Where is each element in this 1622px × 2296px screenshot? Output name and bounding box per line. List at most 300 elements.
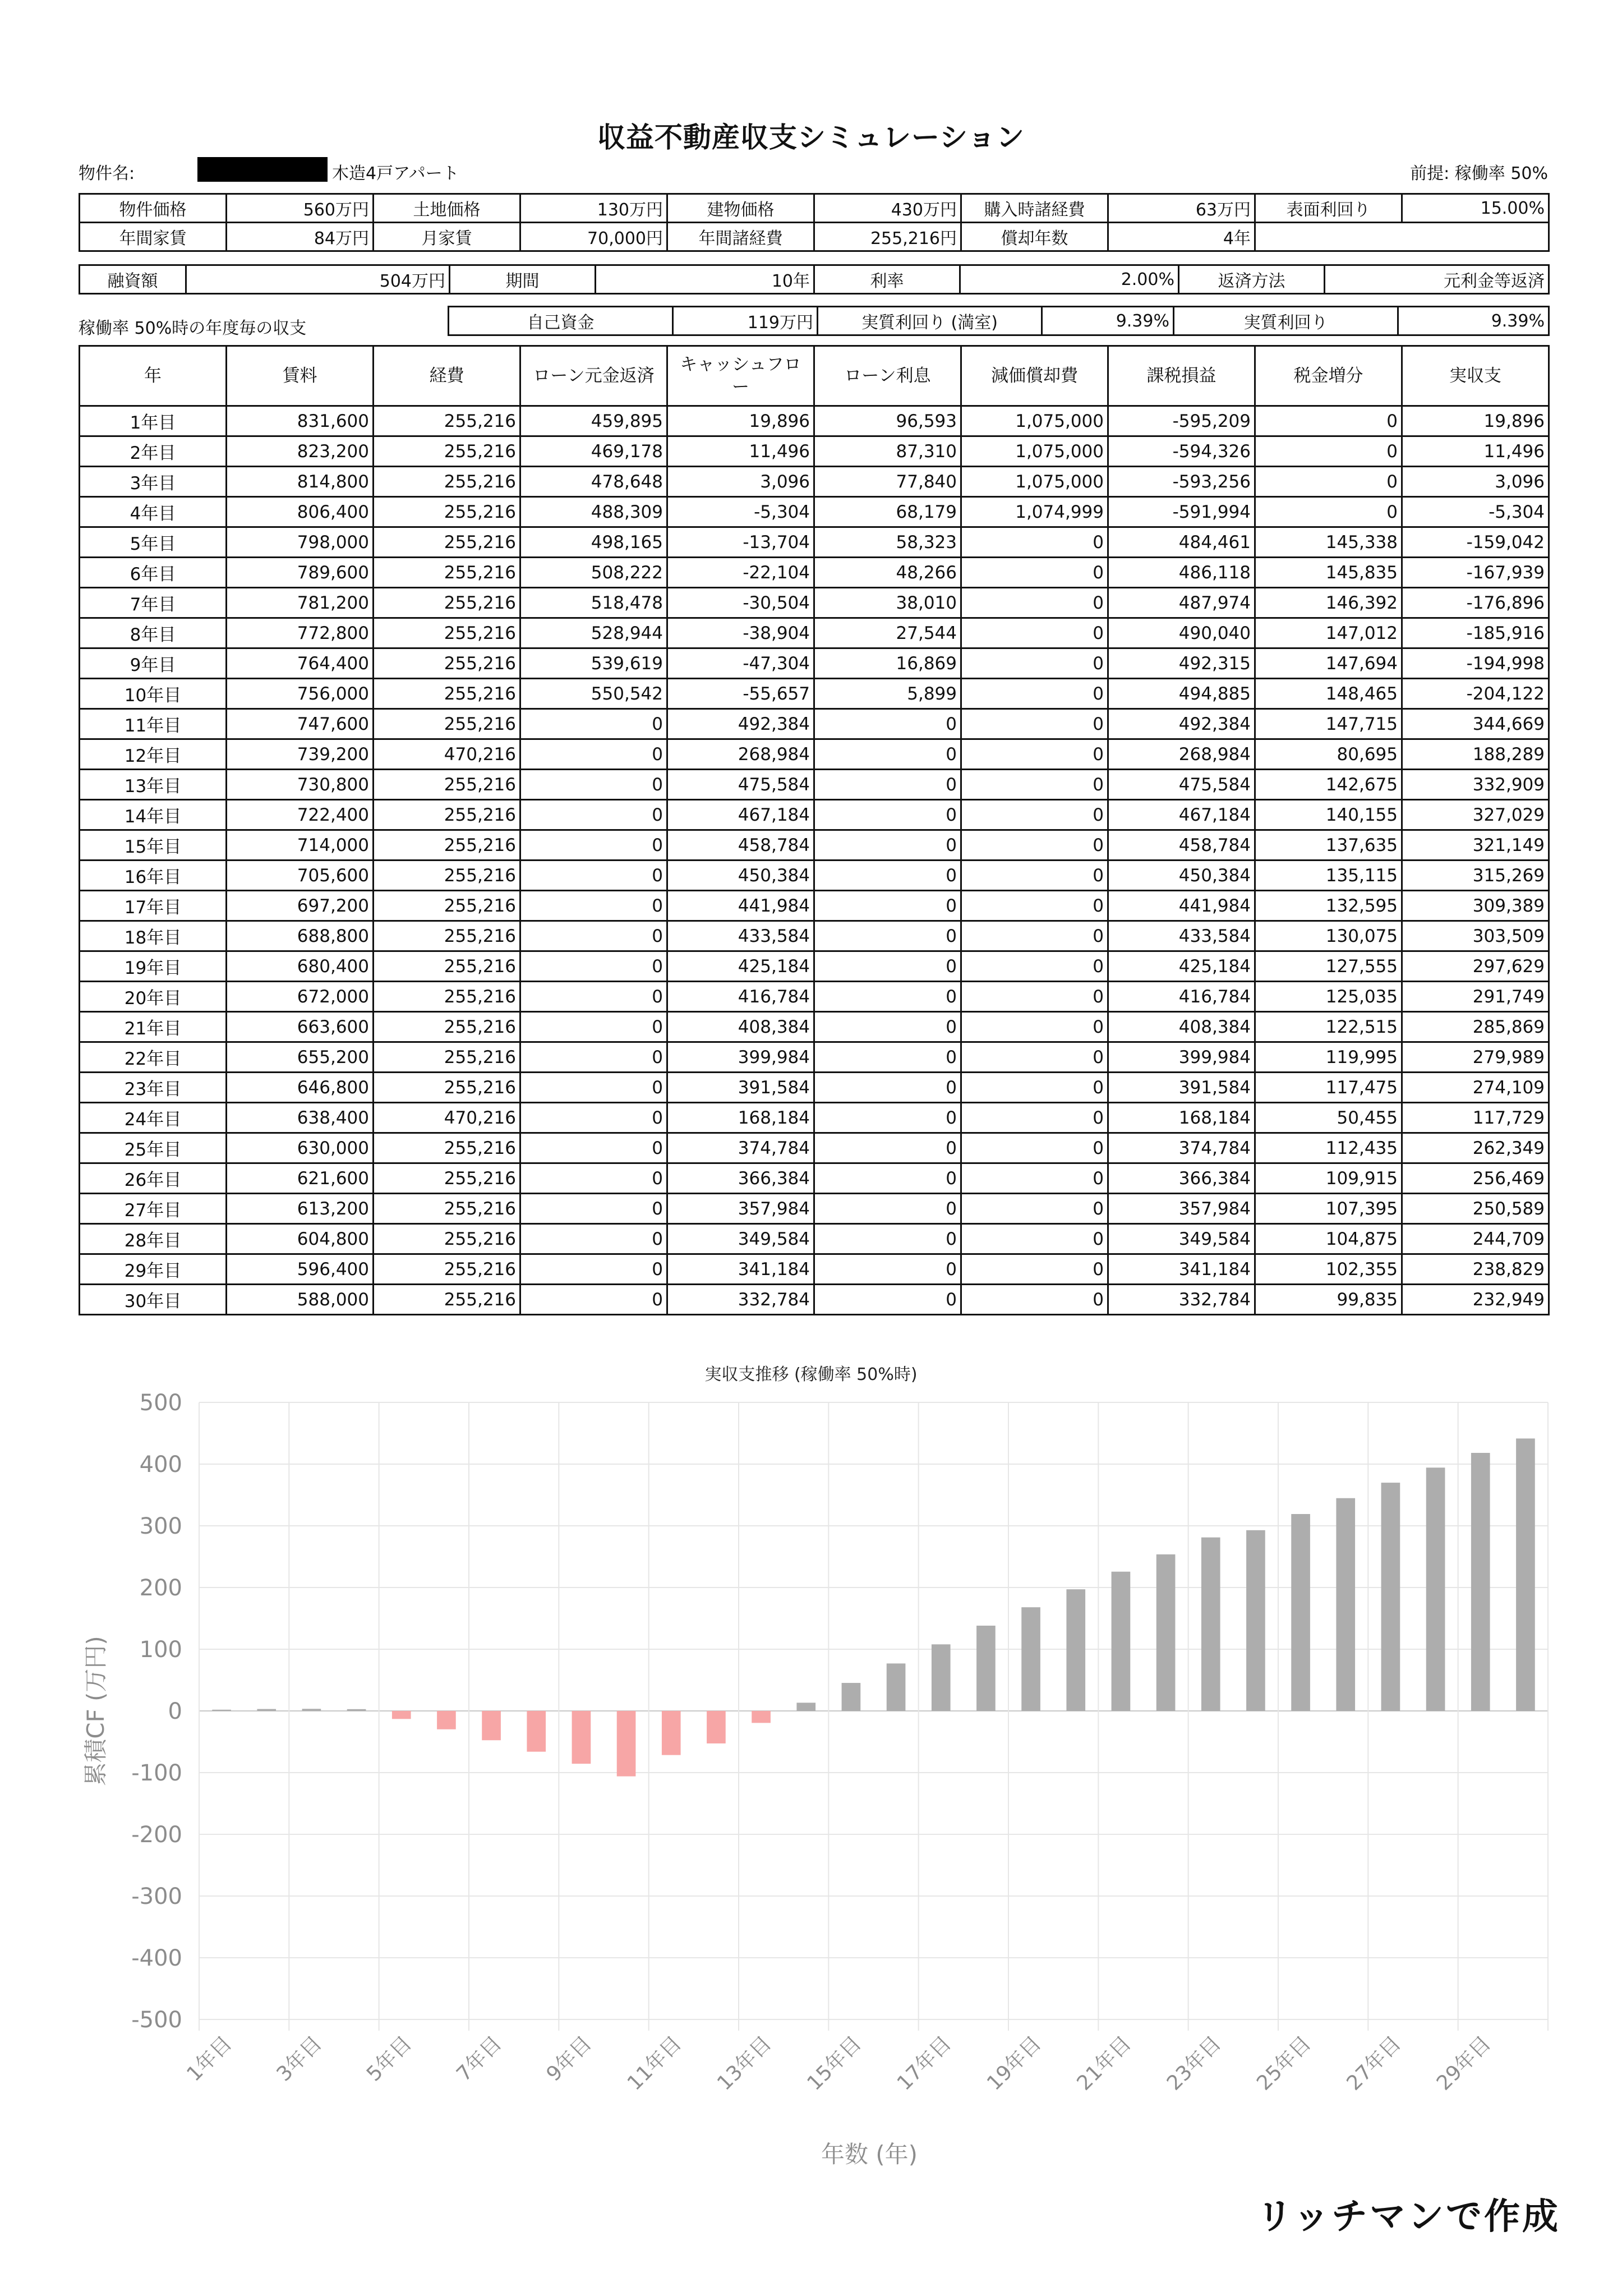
value-cell: 255,216 [374,558,520,588]
value-cell: 297,629 [1402,951,1549,982]
value-cell: 3,096 [667,467,814,497]
value-cell: 730,800 [227,770,374,800]
yearly-cashflow-table [79,345,1550,1315]
value-cell: 332,784 [667,1285,814,1315]
value-cell: 478,648 [520,467,667,497]
y-tick-label: -500 [131,2007,182,2033]
year-cell: 16年目 [80,861,227,891]
value-cell: 638,400 [227,1103,374,1133]
y-tick-label: 300 [139,1513,182,1539]
table-row [80,861,1549,891]
value-cell: 130,075 [1255,921,1402,951]
value-cell: 366,384 [1108,1163,1255,1194]
value-cell: 508,222 [520,558,667,588]
cf-bar [347,1709,366,1711]
value-cell: 87,310 [814,436,961,467]
value-cell: 255,216 [374,679,520,709]
table-row [80,921,1549,951]
value-cell: 366,384 [667,1163,814,1194]
year-cell: 30年目 [80,1285,227,1315]
returns-table [448,306,1550,336]
value-cell: 539,619 [520,648,667,679]
premise-note: 前提: 稼働率 50% [1410,164,1548,183]
value-cell: 487,974 [1108,588,1255,618]
value-cell: 0 [961,1133,1108,1163]
year-cell: 26年目 [80,1163,227,1194]
value-cell: -22,104 [667,558,814,588]
value-cell: 588,000 [227,1285,374,1315]
value-cell: 68,179 [814,497,961,527]
value-cell: 255,216 [374,951,520,982]
returns-value: 119万円 [673,307,818,335]
value-cell: -591,994 [1108,497,1255,527]
value-cell: 458,784 [1108,830,1255,861]
value-cell: 357,984 [667,1194,814,1224]
table-row [80,1073,1549,1103]
loan-value: 10年 [596,265,814,294]
value-cell: 374,784 [1108,1133,1255,1163]
value-cell: -595,209 [1108,406,1255,436]
summary-value: 560万円 [227,194,374,223]
value-cell: 0 [814,739,961,770]
value-cell: 655,200 [227,1042,374,1073]
value-cell: 528,944 [520,618,667,648]
value-cell: 0 [1255,467,1402,497]
value-cell: -159,042 [1402,527,1549,558]
value-cell: 0 [520,891,667,921]
summary-empty-cell [1255,223,1549,251]
value-cell: 0 [520,830,667,861]
table-row [80,1042,1549,1073]
value-cell: 0 [961,921,1108,951]
value-cell: 0 [961,951,1108,982]
value-cell: 255,216 [374,861,520,891]
y-tick-label: -400 [131,1945,182,1971]
value-cell: 255,216 [374,527,520,558]
value-cell: 255,216 [374,891,520,921]
value-cell: 0 [814,800,961,830]
value-cell: 613,200 [227,1194,374,1224]
cf-bar [796,1703,815,1711]
value-cell: -55,657 [667,679,814,709]
value-cell: 550,542 [520,679,667,709]
loan-value: 504万円 [186,265,450,294]
table-row [80,1133,1549,1163]
value-cell: 0 [814,1224,961,1254]
value-cell: 102,355 [1255,1254,1402,1285]
value-cell: 0 [520,709,667,739]
value-cell: 469,178 [520,436,667,467]
value-cell: 268,984 [667,739,814,770]
column-header: 実収支 [1402,346,1549,406]
value-cell: 374,784 [667,1133,814,1163]
year-cell: 4年目 [80,497,227,527]
summary-value: 63万円 [1108,194,1255,223]
cf-bar [1066,1589,1085,1711]
x-axis-title: 年数 (年) [821,2141,918,2168]
value-cell: 399,984 [667,1042,814,1073]
x-tick-label: 29年目 [1432,2032,1496,2095]
cf-bar [1426,1467,1445,1711]
value-cell: 1,075,000 [961,406,1108,436]
value-cell: 16,869 [814,648,961,679]
summary-value: 130万円 [520,194,667,223]
year-cell: 21年目 [80,1012,227,1042]
value-cell: 349,584 [667,1224,814,1254]
value-cell: 11,496 [1402,436,1549,467]
value-cell: 0 [961,1254,1108,1285]
x-tick-label: 17年目 [892,2032,956,2095]
value-cell: 142,675 [1255,770,1402,800]
value-cell: 0 [814,770,961,800]
value-cell: 255,216 [374,1073,520,1103]
value-cell: 0 [961,1073,1108,1103]
cf-bar [752,1711,771,1723]
value-cell: 0 [961,618,1108,648]
value-cell: 789,600 [227,558,374,588]
year-cell: 17年目 [80,891,227,921]
value-cell: 0 [814,1163,961,1194]
cf-bar [976,1626,996,1711]
returns-label: 実質利回り [1174,307,1398,335]
y-tick-label: -100 [131,1760,182,1786]
year-cell: 8年目 [80,618,227,648]
cf-bar [1336,1498,1355,1711]
value-cell: 0 [814,830,961,861]
value-cell: 279,989 [1402,1042,1549,1073]
table-row [80,588,1549,618]
column-header: 経費 [374,346,520,406]
value-cell: -594,326 [1108,436,1255,467]
value-cell: 756,000 [227,679,374,709]
value-cell: 596,400 [227,1254,374,1285]
value-cell: 188,289 [1402,739,1549,770]
table-row [80,1103,1549,1133]
y-tick-label: 500 [139,1390,182,1416]
loan-value: 元利金等返済 [1325,265,1549,294]
value-cell: 5,899 [814,679,961,709]
cf-bar [212,1710,231,1711]
year-cell: 19年目 [80,951,227,982]
y-tick-label: 400 [139,1452,182,1478]
value-cell: 341,184 [667,1254,814,1285]
value-cell: 19,896 [1402,406,1549,436]
value-cell: 391,584 [1108,1073,1255,1103]
returns-label: 自己資金 [449,307,673,335]
value-cell: 441,984 [667,891,814,921]
value-cell: 148,465 [1255,679,1402,709]
value-cell: 475,584 [667,770,814,800]
value-cell: 145,835 [1255,558,1402,588]
value-cell: 0 [520,1073,667,1103]
table-row [80,1163,1549,1194]
table-row [80,891,1549,921]
loan-table [79,264,1550,295]
x-tick-label: 3年目 [272,2032,326,2086]
value-cell: 0 [520,861,667,891]
value-cell: 19,896 [667,406,814,436]
x-tick-label: 19年目 [983,2032,1046,2095]
summary-row [80,194,1549,223]
value-cell: 450,384 [1108,861,1255,891]
y-axis-title: 累積CF (万円) [82,1636,109,1786]
value-cell: 80,695 [1255,739,1402,770]
value-cell: 470,216 [374,1103,520,1133]
value-cell: 255,216 [374,436,520,467]
table-row [80,527,1549,558]
value-cell: 0 [814,921,961,951]
value-cell: 0 [961,648,1108,679]
value-cell: -47,304 [667,648,814,679]
year-cell: 28年目 [80,1224,227,1254]
value-cell: 467,184 [667,800,814,830]
summary-label: 年間諸経費 [667,223,814,251]
value-cell: 147,715 [1255,709,1402,739]
value-cell: -5,304 [667,497,814,527]
value-cell: 327,029 [1402,800,1549,830]
value-cell: 0 [1255,406,1402,436]
value-cell: -185,916 [1402,618,1549,648]
returns-value: 9.39% [1042,307,1174,335]
value-cell: 255,216 [374,1194,520,1224]
value-cell: 77,840 [814,467,961,497]
value-cell: 739,200 [227,739,374,770]
value-cell: 0 [520,1163,667,1194]
year-cell: 2年目 [80,436,227,467]
column-header: 年 [80,346,227,406]
value-cell: -593,256 [1108,467,1255,497]
table-row [80,1194,1549,1224]
value-cell: 0 [520,1133,667,1163]
summary-label: 土地価格 [374,194,520,223]
summary-label: 償却年数 [961,223,1108,251]
year-cell: 27年目 [80,1194,227,1224]
year-cell: 15年目 [80,830,227,861]
value-cell: 0 [520,1042,667,1073]
cf-bar [932,1644,951,1711]
value-cell: 168,184 [667,1103,814,1133]
value-cell: 96,593 [814,406,961,436]
value-cell: 0 [961,891,1108,921]
value-cell: -194,998 [1402,648,1549,679]
value-cell: 255,216 [374,830,520,861]
returns-label: 実質利回り (満室) [818,307,1042,335]
cf-bar [662,1711,681,1755]
value-cell: 492,384 [667,709,814,739]
table-row [80,709,1549,739]
x-tick-label: 27年目 [1342,2032,1406,2095]
value-cell: 798,000 [227,527,374,558]
value-cell: 255,216 [374,497,520,527]
value-cell: 498,165 [520,527,667,558]
cf-bar [437,1711,456,1729]
value-cell: 425,184 [1108,951,1255,982]
table-row [80,497,1549,527]
cf-bar [527,1711,546,1752]
summary-label: 物件価格 [80,194,227,223]
cf-bar [1471,1453,1490,1711]
x-tick-label: 9年目 [542,2032,596,2086]
y-tick-label: 100 [139,1637,182,1663]
table-row [80,739,1549,770]
value-cell: 38,010 [814,588,961,618]
cf-bar [482,1711,501,1740]
value-cell: 0 [961,588,1108,618]
value-cell: -38,904 [667,618,814,648]
summary-value: 4年 [1108,223,1255,251]
value-cell: 663,600 [227,1012,374,1042]
year-cell: 3年目 [80,467,227,497]
cf-bar [617,1711,636,1777]
value-cell: 321,149 [1402,830,1549,861]
cf-bar [1381,1483,1400,1711]
table-row [80,1254,1549,1285]
x-tick-label: 15年目 [803,2032,866,2095]
summary-value: 70,000円 [520,223,667,251]
value-cell: 119,995 [1255,1042,1402,1073]
value-cell: 274,109 [1402,1073,1549,1103]
value-cell: 630,000 [227,1133,374,1163]
value-cell: 255,216 [374,709,520,739]
value-cell: 0 [520,982,667,1012]
value-cell: 255,216 [374,1133,520,1163]
table-row [80,951,1549,982]
year-cell: 11年目 [80,709,227,739]
value-cell: 3,096 [1402,467,1549,497]
value-cell: 0 [961,1285,1108,1315]
value-cell: 0 [1255,497,1402,527]
cf-bar [392,1711,411,1719]
table-row [80,1285,1549,1315]
value-cell: 168,184 [1108,1103,1255,1133]
year-cell: 5年目 [80,527,227,558]
value-cell: 621,600 [227,1163,374,1194]
value-cell: 0 [814,1073,961,1103]
year-cell: 9年目 [80,648,227,679]
value-cell: 518,478 [520,588,667,618]
year-cell: 7年目 [80,588,227,618]
value-cell: 122,515 [1255,1012,1402,1042]
value-cell: 117,475 [1255,1073,1402,1103]
column-header: 税金増分 [1255,346,1402,406]
loan-value: 2.00% [960,265,1179,294]
property-row [79,159,1548,182]
cf-bar [257,1709,276,1711]
value-cell: 467,184 [1108,800,1255,830]
year-cell: 12年目 [80,739,227,770]
value-cell: 315,269 [1402,861,1549,891]
table-row [80,558,1549,588]
cf-bar [707,1711,726,1743]
year-cell: 6年目 [80,558,227,588]
y-tick-label: 0 [168,1699,182,1724]
value-cell: 604,800 [227,1224,374,1254]
value-cell: 714,000 [227,830,374,861]
table-row [80,770,1549,800]
x-tick-label: 11年目 [623,2032,686,2095]
cf-bar [1516,1438,1535,1711]
summary-table [79,193,1550,252]
summary-label: 建物価格 [667,194,814,223]
value-cell: 0 [961,1042,1108,1073]
value-cell: 441,984 [1108,891,1255,921]
year-cell: 18年目 [80,921,227,951]
value-cell: 0 [814,891,961,921]
value-cell: -5,304 [1402,497,1549,527]
x-tick-label: 13年目 [713,2032,776,2095]
column-header: ローン利息 [814,346,961,406]
value-cell: 0 [961,1163,1108,1194]
cf-bar [1291,1514,1310,1711]
column-header: 課税損益 [1108,346,1255,406]
value-cell: 492,384 [1108,709,1255,739]
cf-bar [1021,1607,1040,1711]
value-cell: 646,800 [227,1073,374,1103]
table-row [80,406,1549,436]
value-cell: 0 [520,1224,667,1254]
value-cell: 255,216 [374,467,520,497]
value-cell: 450,384 [667,861,814,891]
table-row [80,467,1549,497]
value-cell: 747,600 [227,709,374,739]
summary-row [80,223,1549,251]
value-cell: 344,669 [1402,709,1549,739]
loan-label: 返済方法 [1179,265,1325,294]
cumulative-cf-chart [0,1346,1622,2188]
value-cell: 764,400 [227,648,374,679]
value-cell: 0 [814,1042,961,1073]
value-cell: 488,309 [520,497,667,527]
year-cell: 14年目 [80,800,227,830]
yearly-subheading: 稼働率 50%時の年度毎の収支 [79,319,307,338]
cf-bar [1246,1530,1265,1711]
cf-bar [887,1663,906,1711]
value-cell: 806,400 [227,497,374,527]
value-cell: 255,216 [374,1012,520,1042]
value-cell: 99,835 [1255,1285,1402,1315]
value-cell: 0 [961,1224,1108,1254]
value-cell: 0 [961,800,1108,830]
column-header: 減価償却費 [961,346,1108,406]
property-name-label: 物件名: [79,164,135,183]
x-tick-label: 5年目 [362,2032,417,2086]
cf-bar [1156,1554,1176,1711]
column-header: ローン元金返済 [520,346,667,406]
year-cell: 25年目 [80,1133,227,1163]
value-cell: 104,875 [1255,1224,1402,1254]
value-cell: 1,075,000 [961,436,1108,467]
value-cell: 112,435 [1255,1133,1402,1163]
property-name: 木造4戸アパート [332,164,459,183]
value-cell: 475,584 [1108,770,1255,800]
value-cell: 255,216 [374,588,520,618]
value-cell: 349,584 [1108,1224,1255,1254]
column-header: 賃料 [227,346,374,406]
value-cell: 137,635 [1255,830,1402,861]
table-row [80,800,1549,830]
value-cell: -167,939 [1402,558,1549,588]
value-cell: 0 [1255,436,1402,467]
value-cell: 831,600 [227,406,374,436]
table-row [80,1224,1549,1254]
value-cell: 0 [814,982,961,1012]
table-row [80,618,1549,648]
value-cell: 433,584 [1108,921,1255,951]
summary-label: 月家賃 [374,223,520,251]
year-cell: 1年目 [80,406,227,436]
summary-value: 15.00% [1402,194,1549,223]
value-cell: 255,216 [374,1042,520,1073]
